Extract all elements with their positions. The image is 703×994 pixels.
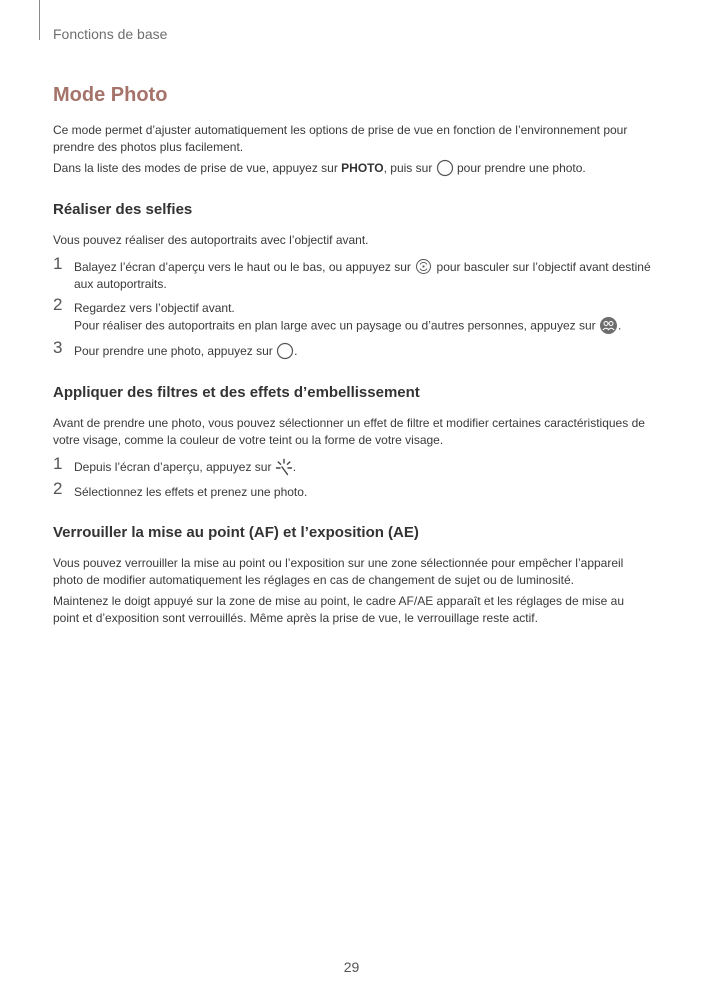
selfies-steps xyxy=(53,254,653,361)
section-heading-filters: Appliquer des filtres et des effets d’embellissement xyxy=(53,384,420,402)
section-header: Fonctions de base xyxy=(53,26,168,42)
intro-paragraph-1: Ce mode permet d’ajuster automatiquement les options de prise de vue en fonction de l’environnement pour prendre des photos plus facilement. xyxy=(53,123,628,154)
section-heading-af-ae: Verrouiller la mise au point (AF) et l’exposition (AE) xyxy=(53,524,419,542)
page-number: 29 xyxy=(343,959,360,975)
page-title: Mode Photo xyxy=(53,84,168,106)
header-rule xyxy=(39,0,40,40)
selfies-step-1: 1 Balayez l’écran d’aperçu vers le haut ou le bas, ou appuyez sur pour basculer sur l’objectif avant destiné aux autoportraits. xyxy=(53,254,651,292)
selfies-intro: Vous pouvez réaliser des autoportraits avec l’objectif avant. xyxy=(53,233,369,247)
photo-mode-label: PHOTO xyxy=(341,161,384,176)
filters-steps xyxy=(53,454,653,501)
filter-effects-icon xyxy=(275,458,293,476)
wide-selfie-icon xyxy=(599,316,618,335)
step-number: 1 xyxy=(53,454,63,474)
filters-step-1: 1 Depuis l’écran d’aperçu, appuyez sur . xyxy=(53,454,297,475)
page-content xyxy=(53,82,653,627)
step-number: 1 xyxy=(53,254,63,273)
af-ae-paragraph-2: Maintenez le doigt appuyé sur la zone de mise au point, le cadre AF/AE apparaît et les réglages de mise au point et d’exposition sont verrouillés. Même après la prise de vue, le verrouillage reste actif. xyxy=(53,594,625,626)
step-number: 3 xyxy=(53,338,63,358)
af-ae-paragraph-1: Vous pouvez verrouiller la mise au point ou l’exposition sur une zone sélectionnée pour empêcher l’appareil photo de modifier automatiquement les réglages en cas de changement de sujet ou de luminosité. xyxy=(53,556,624,588)
filters-intro: Avant de prendre une photo, vous pouvez sélectionner un effet de filtre et modifier certaines caractéristiques de votre visage, comme la couleur de votre teint ou la forme de votre visage. xyxy=(53,416,645,448)
switch-camera-icon xyxy=(414,258,433,275)
step-number: 2 xyxy=(53,295,63,315)
selfies-step-2: 2 Regardez vers l’objectif avant. Pour réaliser des autoportraits en plan large avec un paysage ou d’autres personnes, appuyez sur . xyxy=(53,300,653,336)
selfies-step-3: 3 Pour prendre une photo, appuyez sur . xyxy=(53,338,298,359)
step-number: 2 xyxy=(53,479,63,499)
filters-step-2: 2 Sélectionnez les effets et prenez une photo. xyxy=(53,479,308,500)
section-heading-selfies: Réaliser des selfies xyxy=(53,201,193,218)
shutter-button-icon xyxy=(436,159,454,177)
intro-paragraph-2: Dans la liste des modes de prise de vue, appuyez sur PHOTO, puis sur pour prendre une photo. xyxy=(53,160,653,178)
shutter-button-icon xyxy=(276,342,294,360)
